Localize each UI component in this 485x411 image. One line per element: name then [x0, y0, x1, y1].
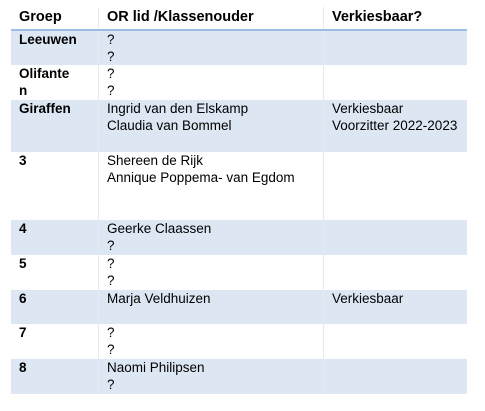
name-line: Ingrid van den Elskamp [107, 101, 249, 116]
names-cell [99, 290, 324, 324]
name-line: ? [107, 83, 115, 98]
name-line: Geerke Claassen [107, 221, 212, 236]
group-cell: 4 [11, 220, 99, 255]
table-row [11, 359, 467, 394]
status-cell [324, 65, 468, 100]
group-cell: 5 [11, 255, 99, 290]
header-verkiesbaar: Verkiesbaar? [324, 7, 468, 30]
status-line: Voorzitter 2022-2023 [332, 118, 458, 133]
table-row [11, 220, 467, 255]
name-line: Marja Veldhuizen [107, 291, 211, 306]
group-cell: Leeuwen [11, 30, 99, 65]
names-cell [99, 30, 324, 65]
table-row [11, 100, 467, 152]
name-line: ? [107, 325, 115, 340]
group-cell: 8 [11, 359, 99, 394]
name-line: Annique Poppema- van Egdom [107, 170, 295, 185]
status-cell [324, 30, 468, 65]
names-cell [99, 359, 324, 394]
name-line: ? [107, 273, 115, 288]
status-line: Verkiesbaar [332, 291, 404, 306]
name-line: ? [107, 342, 115, 357]
status-line: Verkiesbaar [332, 101, 404, 116]
name-line: Claudia van Bommel [107, 118, 232, 133]
group-cell: Giraffen [11, 100, 99, 152]
group-line: Olifante [19, 66, 70, 81]
name-line: Naomi Philipsen [107, 360, 205, 375]
table-row [11, 290, 467, 324]
name-line: ? [107, 238, 115, 253]
name-line: ? [107, 377, 115, 392]
table-row [11, 30, 467, 65]
status-cell [324, 220, 468, 255]
group-line: n [19, 83, 28, 98]
status-cell [324, 255, 468, 290]
status-cell [324, 152, 468, 220]
name-line: Shereen de Rijk [107, 153, 204, 168]
status-cell [324, 290, 468, 324]
names-cell [99, 65, 324, 100]
names-cell [99, 152, 324, 220]
header-row [11, 7, 467, 30]
group-cell: 7 [11, 324, 99, 359]
table-row [11, 152, 467, 220]
table-row [11, 65, 467, 100]
header-groep: Groep [11, 7, 99, 30]
group-cell: 6 [11, 290, 99, 324]
name-line: ? [107, 49, 115, 64]
group-cell: 3 [11, 152, 99, 220]
members-table [11, 7, 467, 394]
status-cell [324, 359, 468, 394]
names-cell [99, 100, 324, 152]
name-line: ? [107, 32, 115, 47]
names-cell [99, 220, 324, 255]
table-row [11, 324, 467, 359]
names-cell [99, 324, 324, 359]
name-line: ? [107, 256, 115, 271]
names-cell [99, 255, 324, 290]
name-line: ? [107, 66, 115, 81]
table-row [11, 255, 467, 290]
status-cell [324, 324, 468, 359]
group-cell [11, 65, 99, 100]
header-or-lid: OR lid /Klassenouder [99, 7, 324, 30]
status-cell [324, 100, 468, 152]
